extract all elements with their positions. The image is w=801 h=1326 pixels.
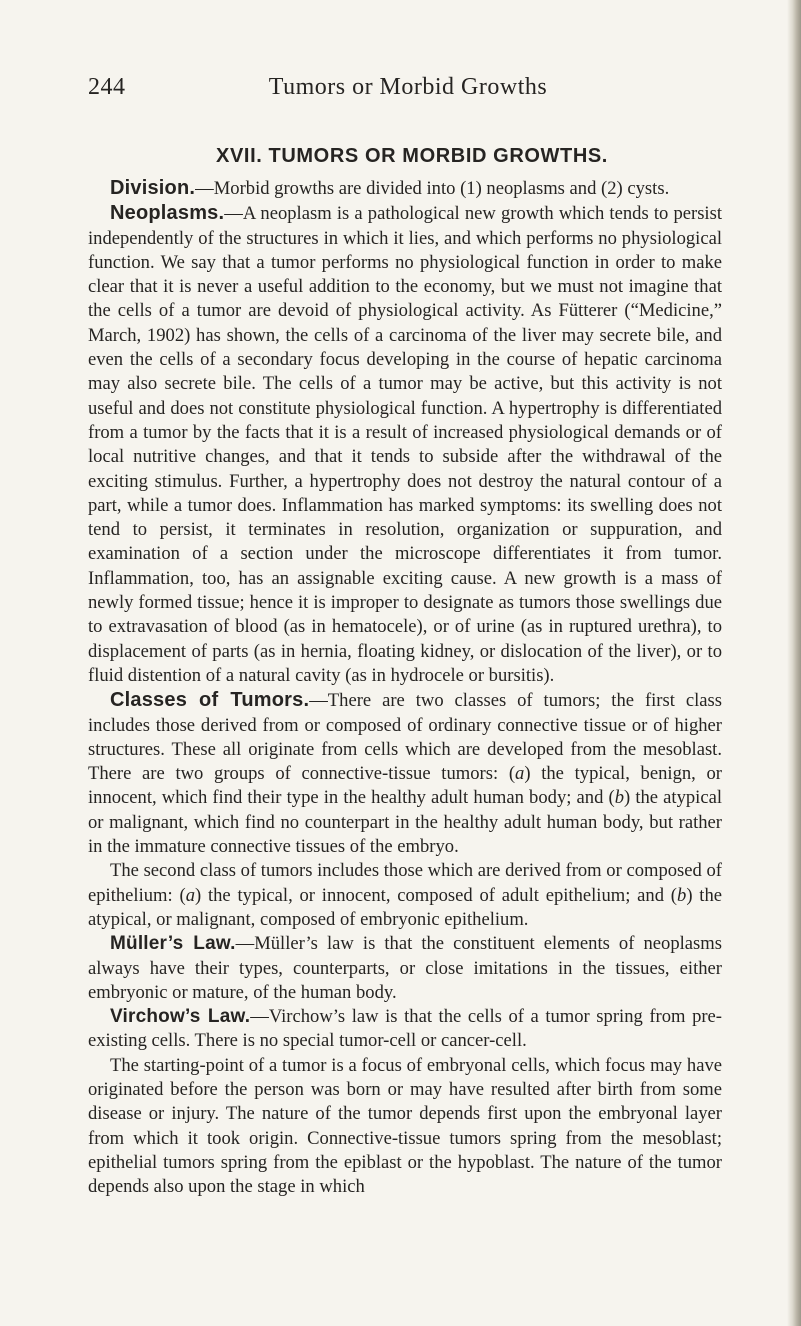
text-division: —Morbid growths are divided into (1) neoplasms and (2) cysts. bbox=[195, 178, 670, 199]
page-number: 244 bbox=[88, 74, 126, 100]
text-second-3: ) the atypical, or malignant, composed of embryonic epithelium. bbox=[88, 884, 723, 930]
page-edge-shadow bbox=[787, 0, 801, 1326]
heading-neoplasms: Neoplasms. bbox=[110, 202, 225, 225]
text-muller: —Müller’s law is that the constituent elements of neoplasms always have their types, counterparts, or close imitations in the tissues, either embryonic or mature, of the human body. bbox=[88, 933, 722, 1003]
paragraph-muller bbox=[88, 932, 722, 1005]
text-classes-3: ) the atypical or malignant, which find no counterpart in the healthy adult human body, but rather in the immature connective tissues of the embryo. bbox=[88, 787, 723, 858]
paragraph-virchow bbox=[88, 1005, 722, 1054]
text-virchow: —Virchow’s law is that the cells of a tumor spring from pre-existing cells. There is no special tumor-cell or cancer-cell. bbox=[88, 1006, 722, 1052]
text-starting-point: The starting-point of a tumor is a focus of embryonal cells, which focus may have originated before the person was born or may have resulted after birth from some disease or injury. The nature of the tumor depends first upon the embryonal layer from which it took origin. Connective-tissue tumors spring from the mesoblast; epithelial tumors spring from the epiblast or the hypoblast. The nature of the tumor depends also upon the stage in which bbox=[88, 1054, 722, 1198]
text-classes-a: a bbox=[515, 763, 525, 785]
text-second-a: a bbox=[185, 884, 195, 906]
paragraph-division bbox=[88, 176, 722, 201]
paragraph-starting-point bbox=[88, 1054, 722, 1200]
text-classes-1: —There are two classes of tumors; the first class includes those derived from or composed of ordinary connective tissue or of higher structures. These all originate from cells which are developed from the mesoblast. There are two groups of connective-tissue tumors: ( bbox=[88, 690, 722, 785]
text-classes-b: b bbox=[614, 787, 624, 809]
paragraph-neoplasms bbox=[88, 201, 722, 688]
heading-division: Division. bbox=[110, 177, 196, 199]
chapter-title: XVII. TUMORS OR MORBID GROWTHS. bbox=[216, 145, 608, 167]
text-classes-2: ) the typical, benign, or innocent, which find their type in the healthy adult human body; and ( bbox=[88, 763, 722, 809]
text-second-2: ) the typical, or innocent, composed of adult epithelium; and ( bbox=[194, 884, 678, 906]
text-neoplasms: —A neoplasm is a pathological new growth which tends to persist independently of the structures in which it lies, and which performs no physiological function. We say that a tumor performs no physiological function in order to make clear that it is never a useful addition to the economy, but we must not imagine that the cells of a tumor are devoid of physiological activity. As Fütterer (“Medicine,” March, 1902) has shown, the cells of a carcinoma of the liver may secrete bile, and even the cells of a secondary focus developing in the course of hepatic carcinoma may also secrete bile. The cells of a tumor may be active, but this activity is not useful and does not constitute physiological function. A hypertrophy is differentiated from a tumor by the facts that it is a result of increased physiological demands or of local nutritive changes, and that it tends to subside after the withdrawal of the exciting stimulus. Further, a hypertrophy does not destroy the natural contour of a part, while a tumor does. Inflammation has marked symptoms: its swelling does not tend to persist, it terminates in resolution, organization or suppuration, and examination of a section under the microscope differentiates it from tumor. Inflammation, too, has an assignable exciting cause. A new growth is a mass of newly formed tissue; hence it is improper to designate as tumors those swellings due to extravasation of blood (as in hematocele), or of urine (as in ruptured urethra), to displacement of parts (as in hernia, floating kidney, or dislocation of the liver), or to fluid distention of a natural cavity (as in hydrocele or bursitis). bbox=[88, 203, 722, 686]
running-head bbox=[88, 74, 728, 114]
paragraph-second-class bbox=[88, 859, 722, 932]
text-second-b: b bbox=[677, 884, 687, 906]
paragraph-classes bbox=[88, 688, 722, 859]
heading-classes: Classes of Tumors. bbox=[110, 689, 310, 712]
text-second-1: The second class of tumors includes those which are derived from or composed of epithelium: ( bbox=[88, 860, 722, 906]
running-title: Tumors or Morbid Growths bbox=[268, 74, 548, 100]
heading-virchow: Virchow’s Law. bbox=[110, 1006, 251, 1028]
heading-muller: Müller’s Law. bbox=[110, 933, 236, 955]
page-body bbox=[88, 142, 722, 1199]
